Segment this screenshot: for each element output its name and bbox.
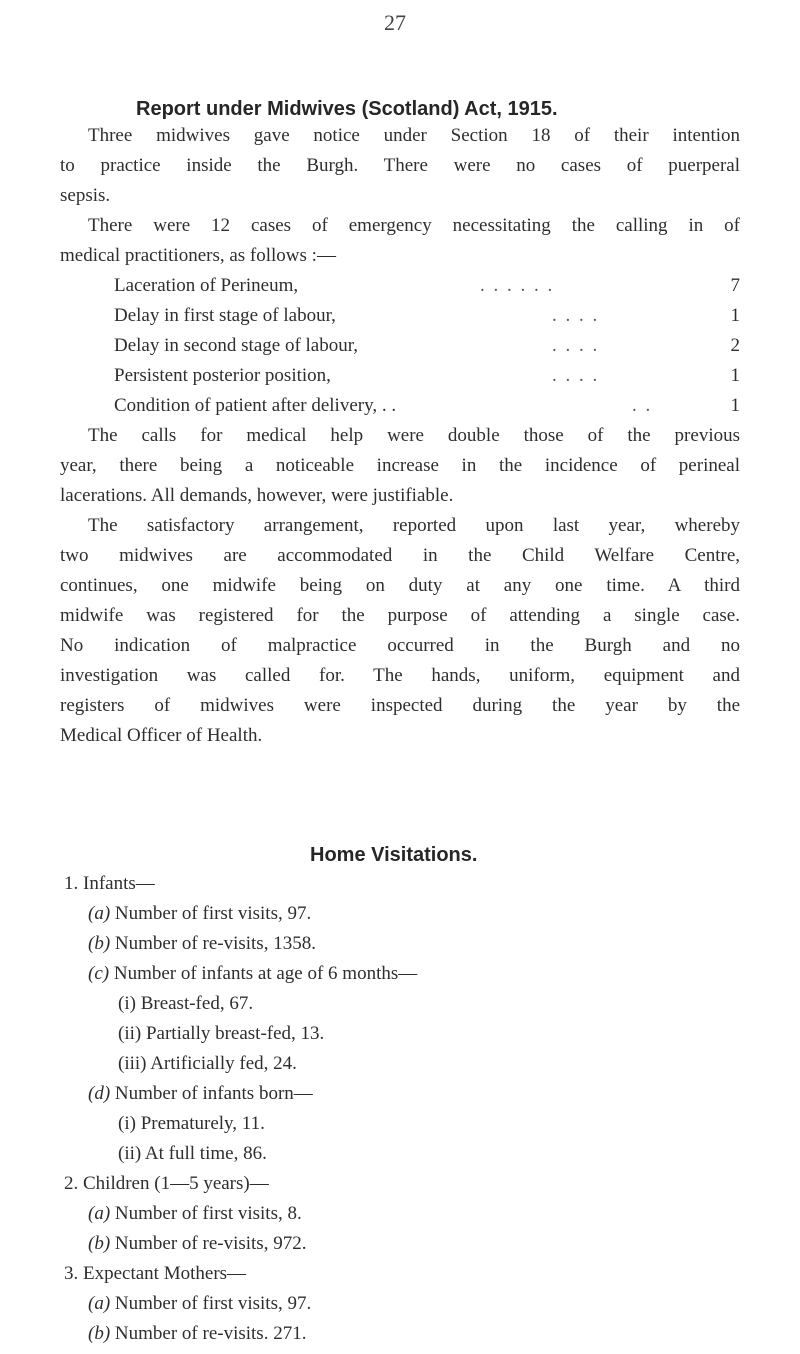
item-mark: (ii) [118,1143,142,1164]
item-text: Number of first visits, 8. [114,1203,302,1224]
item-mark: (i) [118,993,136,1014]
leader-dots: . . . . [552,305,600,326]
list-item [88,1322,768,1346]
paragraph-line: No indication of malpractice occurred in the Burgh and no [60,635,740,656]
emergency-row [114,364,740,388]
emergency-count: 1 [730,365,740,386]
emergency-count: 2 [730,335,740,356]
paragraph-line: midwife was registered for the purpose of attending a single case. [60,605,740,626]
item-mark: (a) [88,1203,111,1224]
emergency-count: 7 [730,275,740,296]
sub-list-item [118,1052,798,1076]
emergency-label: Laceration of Perineum, [114,275,299,296]
paragraph-line: continues, one midwife being on duty at any one time. A third [60,575,740,596]
section-number: 3. [64,1263,79,1284]
list-item [88,932,768,956]
section-infants [64,872,744,896]
sub-list-item [118,1022,798,1046]
emergency-label: Delay in first stage of labour, [114,305,336,326]
item-text: Number of re-visits, 972. [114,1233,307,1254]
item-mark: (d) [88,1083,111,1104]
paragraph-line: medical practitioners, as follows :— [60,245,336,266]
paragraph-line: Three midwives gave notice under Section 18 of their intention [88,125,740,146]
item-mark: (a) [88,1293,111,1314]
item-mark: (ii) [118,1023,142,1044]
paragraph-line: Medical Officer of Health. [60,725,263,746]
emergency-label: Persistent posterior position, [114,365,331,386]
item-mark: (b) [88,1323,111,1344]
section-label: Expectant Mothers— [83,1263,247,1284]
emergency-label: Condition of patient after delivery, . . [114,395,397,416]
home-visitations-title: Home Visitations. [310,844,478,866]
paragraph-line: lacerations. All demands, however, were justifiable. [60,485,454,506]
emergency-count: 1 [730,395,740,416]
leader-dots: . . [632,395,653,416]
paragraph-line: registers of midwives were inspected during the year by the [60,695,740,716]
item-text: Artificially fed, 24. [150,1053,297,1074]
item-text: Number of re-visits, 1358. [114,933,316,954]
emergency-label: Delay in second stage of labour, [114,335,359,356]
paragraph-line: to practice inside the Burgh. There were no cases of puerperal [60,155,740,176]
item-mark: (c) [88,963,110,984]
section-number: 1. [64,873,79,894]
item-text: Number of re-visits. 271. [114,1323,307,1344]
paragraph-line: sepsis. [60,185,111,206]
section-label: Children (1—5 years)— [83,1173,269,1194]
item-mark: (iii) [118,1053,147,1074]
list-item [88,1232,768,1256]
paragraph-line: two midwives are accommodated in the Child Welfare Centre, [60,545,740,566]
paragraph-line: investigation was called for. The hands, uniform, equipment and [60,665,740,686]
page-number: 27 [384,10,406,35]
paragraph-line: The calls for medical help were double those of the previous [88,425,740,446]
item-text: Number of infants at age of 6 months— [113,963,418,984]
item-text: Breast-fed, 67. [140,993,254,1014]
section-number: 2. [64,1173,79,1194]
leader-dots: . . . . [552,365,600,386]
section-expectant-mothers [64,1262,744,1286]
list-item [88,962,768,986]
sub-list-item [118,1112,798,1136]
list-item [88,1292,768,1316]
sub-list-item [118,992,798,1016]
item-text: Number of infants born— [114,1083,313,1104]
item-text: Prematurely, 11. [140,1113,265,1134]
emergency-count: 1 [730,305,740,326]
sub-list-item [118,1142,798,1166]
item-mark: (b) [88,933,111,954]
item-text: Partially breast-fed, 13. [145,1023,325,1044]
section-children [64,1172,744,1196]
report-title: Report under Midwives (Scotland) Act, 1915. [136,98,558,120]
emergency-row [114,274,740,298]
emergency-row [114,394,740,418]
emergency-row [114,334,740,358]
paragraph-line: The satisfactory arrangement, reported upon last year, whereby [88,515,740,536]
paragraph-line: There were 12 cases of emergency necessitating the calling in of [88,215,740,236]
leader-dots: . . . . . . [480,275,555,296]
item-mark: (b) [88,1233,111,1254]
list-item [88,902,768,926]
list-item [88,1082,768,1106]
list-item [88,1202,768,1226]
item-text: Number of first visits, 97. [114,903,312,924]
emergency-row [114,304,740,328]
leader-dots: . . . . [552,335,600,356]
item-mark: (a) [88,903,111,924]
section-label: Infants— [83,873,155,894]
item-mark: (i) [118,1113,136,1134]
item-text: Number of first visits, 97. [114,1293,312,1314]
item-text: At full time, 86. [144,1143,267,1164]
paragraph-line: year, there being a noticeable increase in the incidence of perineal [60,455,740,476]
